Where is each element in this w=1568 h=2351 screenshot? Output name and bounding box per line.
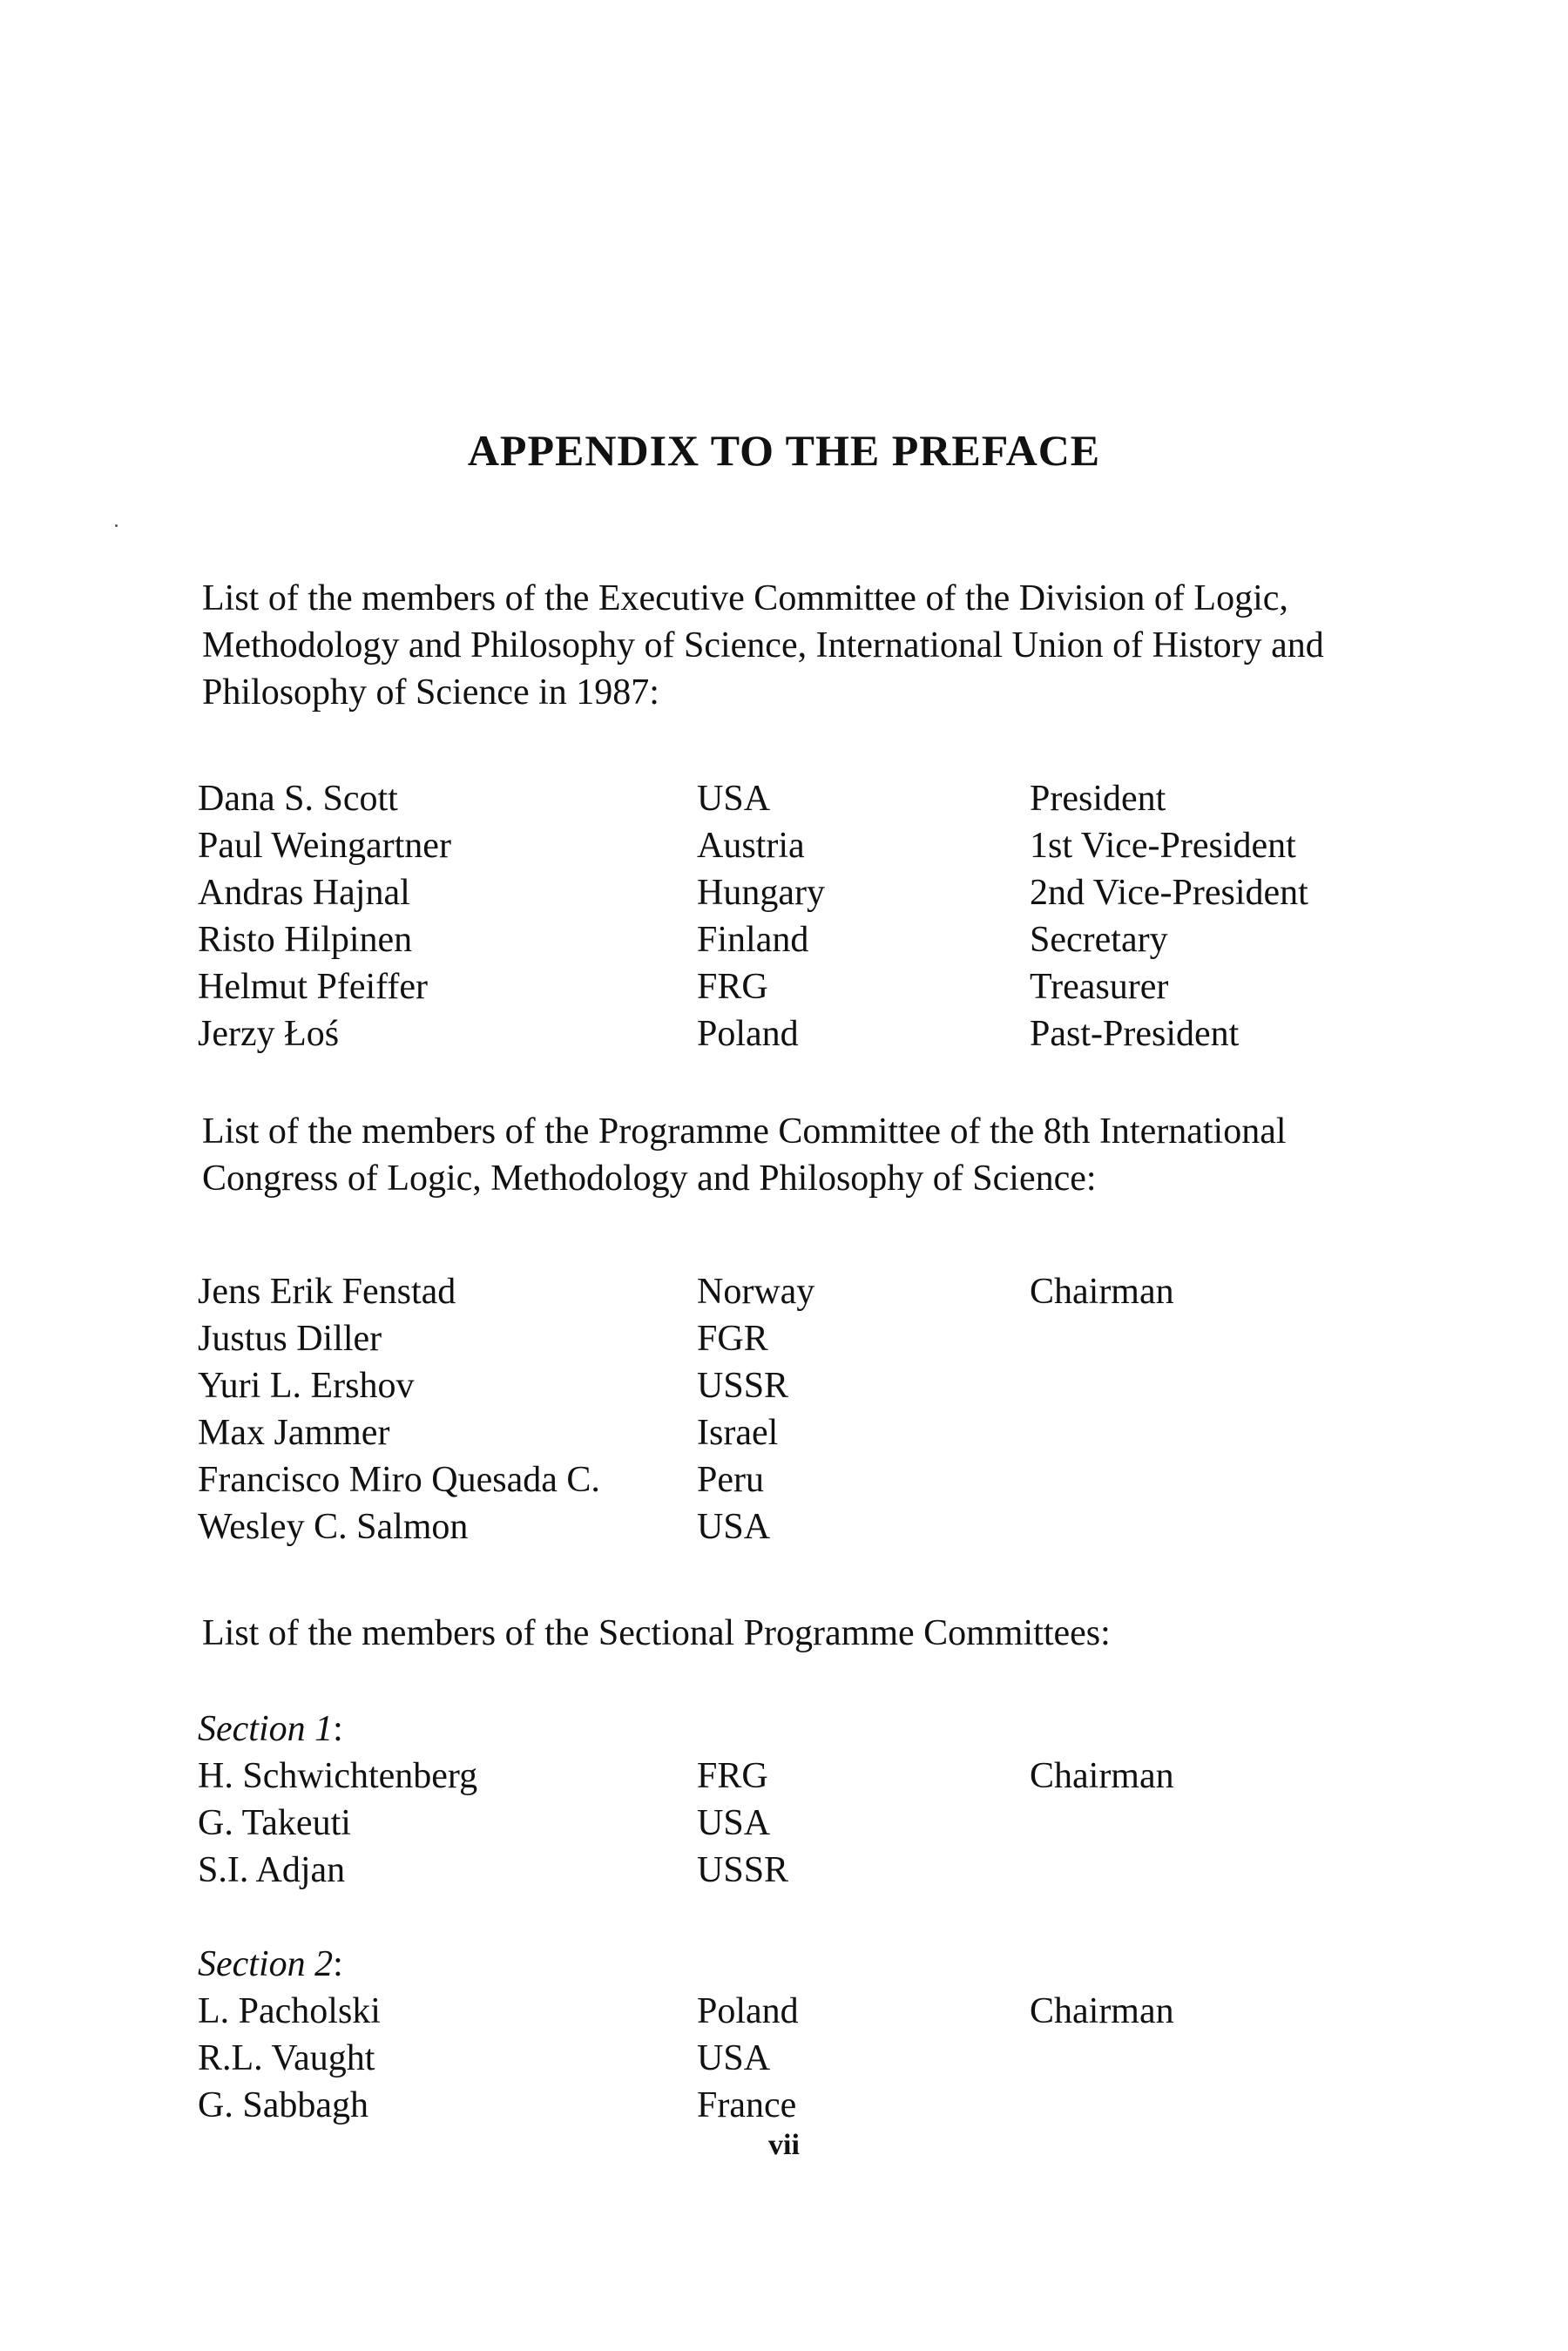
member-name: Max Jammer [198,1413,390,1453]
section-1-list [198,1706,1417,1894]
member-country: Poland [697,1014,799,1054]
member-role: Chairman [1030,1991,1174,2031]
member-country: Israel [697,1413,779,1453]
member-row [198,1753,1417,1800]
member-name: Risto Hilpinen [198,920,413,960]
member-name: Yuri L. Ershov [198,1366,415,1406]
section-heading [198,1706,1417,1753]
member-country: USSR [697,1850,789,1890]
member-name: G. Takeuti [198,1803,351,1843]
member-role: 1st Vice-President [1030,826,1296,866]
member-row [198,869,1417,916]
section-label: Section 2 [198,1944,334,1984]
member-name: Justus Diller [198,1319,382,1359]
member-country: USSR [697,1366,789,1406]
member-country: Poland [697,1991,799,2031]
member-name: Paul Weingartner [198,826,451,866]
member-name: S.I. Adjan [198,1850,346,1890]
member-country: FGR [697,1319,768,1359]
member-row [198,1988,1417,2035]
section-colon: : [333,1944,343,1984]
member-role: Past-President [1030,1014,1240,1054]
executive-intro: List of the members of the Executive Committee of the Division of Logic, Methodology and Philosophy of Science, International Union of History and Philosophy of Science in 1987: [202,578,1324,713]
member-row [198,1409,1417,1456]
member-name: Andras Hajnal [198,873,410,913]
member-row [198,2082,1417,2129]
member-row [198,1268,1417,1315]
member-name: G. Sabbagh [198,2085,368,2125]
member-row [198,1456,1417,1503]
member-row [198,963,1417,1010]
executive-members-list [198,775,1417,1057]
member-role: Treasurer [1030,967,1169,1007]
member-name: R.L. Vaught [198,2038,375,2078]
page-title: APPENDIX TO THE PREFACE [467,426,1101,475]
member-name: Jerzy Łoś [198,1014,340,1054]
member-row [198,1847,1417,1894]
member-country: FRG [697,1756,768,1796]
member-row [198,1800,1417,1847]
section-heading [198,1941,1417,1988]
programme-intro: List of the members of the Programme Committee of the 8th International Congress of Logic, Methodology and Philosophy of Science: [202,1111,1287,1199]
sectional-intro: List of the members of the Sectional Programme Committees: [202,1613,1111,1653]
member-row [198,916,1417,963]
member-role: Chairman [1030,1272,1174,1312]
member-name: Helmut Pfeiffer [198,967,428,1007]
member-role: Secretary [1030,920,1168,960]
member-row [198,1362,1417,1409]
member-row [198,775,1417,822]
page-number: vii [768,2129,800,2161]
member-name: Dana S. Scott [198,779,398,819]
member-name: Wesley C. Salmon [198,1507,469,1547]
member-country: USA [697,2038,771,2078]
member-country: Hungary [697,873,825,913]
member-country: Norway [697,1272,815,1312]
member-name: L. Pacholski [198,1991,381,2031]
member-country: USA [697,1803,771,1843]
member-country: USA [697,1507,771,1547]
member-country: FRG [697,967,768,1007]
member-country: France [697,2085,797,2125]
member-role: President [1030,779,1166,819]
section-2-list [198,1941,1417,2129]
member-name: Jens Erik Fenstad [198,1272,456,1312]
member-row [198,822,1417,869]
member-row [198,1503,1417,1550]
section-label: Section 1 [198,1709,334,1749]
member-row [198,1315,1417,1362]
member-country: Austria [697,826,805,866]
programme-members-list [198,1268,1417,1550]
member-country: USA [697,779,771,819]
member-role: 2nd Vice-President [1030,873,1308,913]
member-name: H. Schwichtenberg [198,1756,478,1796]
member-name: Francisco Miro Quesada C. [198,1460,600,1500]
member-country: Finland [697,920,809,960]
member-row [198,2035,1417,2082]
member-role: Chairman [1030,1756,1174,1796]
member-country: Peru [697,1460,764,1500]
scan-speck [115,524,118,527]
section-colon: : [333,1709,343,1749]
member-row [198,1010,1417,1057]
